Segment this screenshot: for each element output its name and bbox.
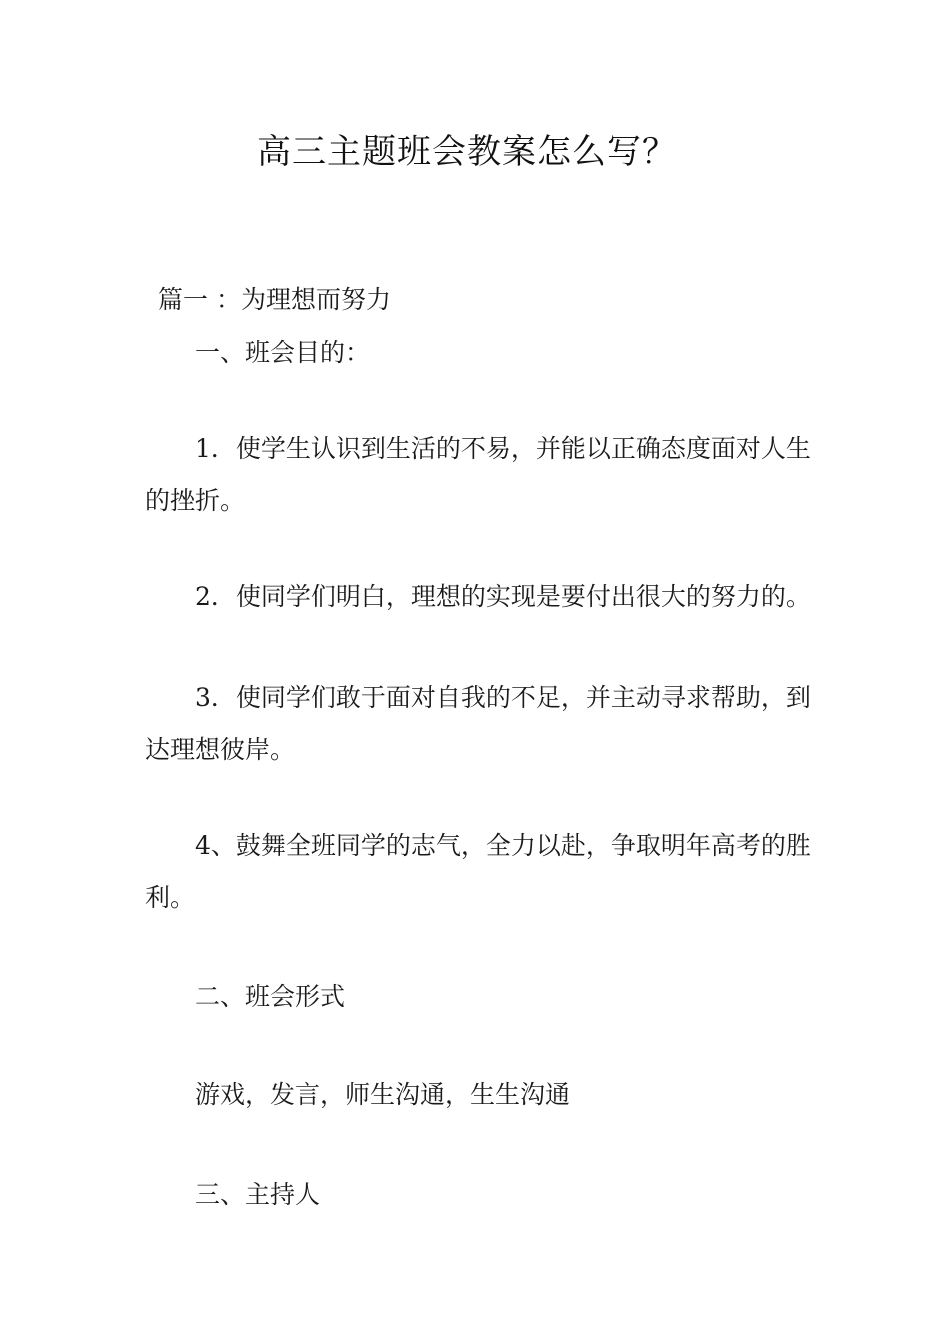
document-title: 高三主题班会教案怎么写？: [257, 132, 677, 172]
goal-item-1: 1．使学生认识到生活的不易，并能以正确态度面对人生的挫折。: [145, 434, 811, 515]
goal-item-2: 2．使同学们明白，理想的实现是要付出很大的努力的。: [195, 582, 811, 611]
part3-heading: 三、主持人: [195, 1180, 321, 1209]
section-heading: 篇一 ：为理想而努力: [158, 285, 391, 314]
part1-heading: 一、班会目的：: [195, 338, 371, 367]
goal-item-3: 3．使同学们敢于面对自我的不足，并主动寻求帮助，到达理想彼岸。: [145, 683, 811, 764]
part2-content: 游戏，发言，师生沟通，生生沟通: [195, 1080, 571, 1109]
part2-heading: 二、班会形式: [195, 982, 346, 1011]
goal-item-4: 4、鼓舞全班同学的志气，全力以赴，争取明年高考的胜利。: [145, 831, 811, 912]
